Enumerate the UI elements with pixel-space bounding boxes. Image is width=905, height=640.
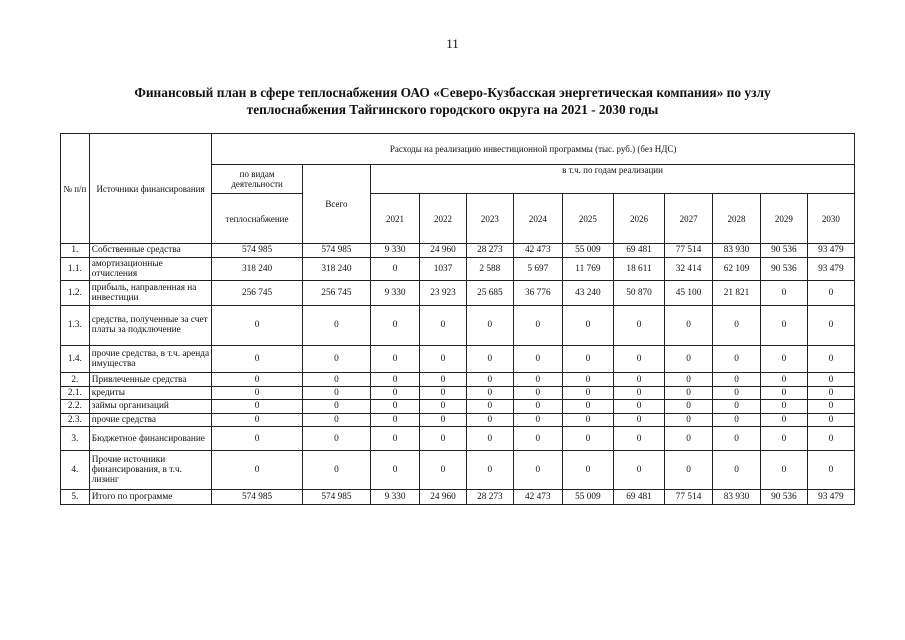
title-line-2: теплоснабжения Тайгинского городского округа на 2021 - 2030 годы (246, 102, 659, 117)
page-number: 11 (446, 36, 459, 51)
row-year-value: 0 (665, 426, 713, 451)
row-year-value: 0 (760, 386, 807, 399)
row-year-value: 0 (513, 345, 562, 373)
row-year-value: 0 (562, 305, 613, 345)
row-num: 3. (61, 426, 90, 451)
row-year-value: 0 (513, 426, 562, 451)
row-year-value: 0 (760, 373, 807, 386)
row-year-value: 18 611 (613, 257, 664, 280)
row-year-value: 32 414 (665, 257, 713, 280)
row-year-value: 21 821 (713, 281, 761, 306)
row-year-value: 93 479 (807, 257, 854, 280)
row-year-value: 24 960 (420, 244, 467, 257)
row-year-value: 0 (760, 413, 807, 426)
row-year-value: 0 (807, 305, 854, 345)
row-year-value: 0 (466, 400, 513, 413)
row-year-value: 0 (420, 451, 467, 490)
row-source: средства, полученные за счет платы за подключение (89, 305, 212, 345)
row-total: 574 985 (302, 490, 370, 505)
row-heat-supply: 0 (212, 305, 303, 345)
table-row (61, 451, 855, 490)
row-year-value: 0 (760, 281, 807, 306)
row-year-value: 0 (420, 305, 467, 345)
row-year-value: 28 273 (466, 490, 513, 505)
row-year-value: 1037 (420, 257, 467, 280)
row-total: 0 (302, 413, 370, 426)
row-year-value: 9 330 (371, 490, 420, 505)
row-year-value: 9 330 (371, 244, 420, 257)
row-year-value: 0 (613, 345, 664, 373)
row-year-value: 0 (466, 413, 513, 426)
row-heat-supply: 574 985 (212, 490, 303, 505)
row-year-value: 0 (420, 373, 467, 386)
row-year-value: 50 870 (613, 281, 664, 306)
row-year-value: 25 685 (466, 281, 513, 306)
table-row (61, 244, 855, 257)
row-heat-supply: 0 (212, 386, 303, 399)
row-year-value: 0 (665, 451, 713, 490)
title-line-1: Финансовый план в сфере теплоснабжения ОАО «Северо-Кузбасская энергетическая компания» по узлу (134, 85, 771, 100)
header-total: Всего (302, 165, 370, 244)
row-year-value: 0 (760, 426, 807, 451)
row-year-value: 83 930 (713, 490, 761, 505)
row-source: займы организаций (89, 400, 212, 413)
table-row (61, 426, 855, 451)
row-year-value: 93 479 (807, 490, 854, 505)
row-year-value: 0 (760, 305, 807, 345)
row-year-value: 0 (371, 426, 420, 451)
row-source: Итого по программе (89, 490, 212, 505)
row-year-value: 0 (613, 305, 664, 345)
row-heat-supply: 0 (212, 451, 303, 490)
table-row (61, 490, 855, 505)
row-year-value: 28 273 (466, 244, 513, 257)
header-year: 2030 (807, 194, 854, 244)
row-heat-supply: 318 240 (212, 257, 303, 280)
row-total: 574 985 (302, 244, 370, 257)
table-row (61, 305, 855, 345)
row-source: амортизационные отчисления (89, 257, 212, 280)
row-year-value: 0 (420, 426, 467, 451)
row-year-value: 90 536 (760, 490, 807, 505)
table-row (61, 400, 855, 413)
row-year-value: 0 (713, 305, 761, 345)
row-total: 318 240 (302, 257, 370, 280)
row-year-value: 0 (466, 305, 513, 345)
row-year-value: 36 776 (513, 281, 562, 306)
row-year-value: 0 (713, 345, 761, 373)
row-year-value: 0 (713, 451, 761, 490)
row-year-value: 55 009 (562, 244, 613, 257)
row-year-value: 0 (562, 386, 613, 399)
header-year: 2025 (562, 194, 613, 244)
row-year-value: 0 (371, 400, 420, 413)
row-year-value: 69 481 (613, 244, 664, 257)
row-year-value: 0 (466, 345, 513, 373)
row-heat-supply: 0 (212, 400, 303, 413)
row-num: 2.2. (61, 400, 90, 413)
row-year-value: 0 (807, 345, 854, 373)
row-heat-supply: 0 (212, 373, 303, 386)
row-num: 5. (61, 490, 90, 505)
row-year-value: 0 (807, 413, 854, 426)
row-year-value: 55 009 (562, 490, 613, 505)
row-year-value: 0 (420, 345, 467, 373)
row-year-value: 0 (713, 373, 761, 386)
row-total: 0 (302, 451, 370, 490)
row-year-value: 0 (613, 386, 664, 399)
header-year: 2027 (665, 194, 713, 244)
row-year-value: 0 (371, 451, 420, 490)
row-year-value: 0 (760, 400, 807, 413)
row-year-value: 42 473 (513, 244, 562, 257)
header-expenses: Расходы на реализацию инвестиционной программы (тыс. руб.) (без НДС) (212, 134, 855, 165)
row-heat-supply: 0 (212, 345, 303, 373)
row-num: 1.1. (61, 257, 90, 280)
row-year-value: 90 536 (760, 244, 807, 257)
row-source: Прочие источники финансирования, в т.ч. лизинг (89, 451, 212, 490)
row-source: Привлеченные средства (89, 373, 212, 386)
row-year-value: 0 (562, 345, 613, 373)
row-year-value: 42 473 (513, 490, 562, 505)
row-total: 256 745 (302, 281, 370, 306)
row-year-value: 0 (760, 451, 807, 490)
row-year-value: 0 (665, 345, 713, 373)
row-num: 1.4. (61, 345, 90, 373)
row-year-value: 0 (420, 413, 467, 426)
row-year-value: 0 (807, 373, 854, 386)
table-row (61, 373, 855, 386)
header-heat-supply: теплоснабжение (212, 194, 303, 244)
row-source: Собственные средства (89, 244, 212, 257)
row-year-value: 0 (466, 386, 513, 399)
row-year-value: 0 (713, 400, 761, 413)
header-year: 2023 (466, 194, 513, 244)
row-total: 0 (302, 373, 370, 386)
row-year-value: 0 (713, 413, 761, 426)
header-source: Источники финансирования (89, 134, 212, 244)
header-year: 2022 (420, 194, 467, 244)
table-row (61, 345, 855, 373)
header-year: 2024 (513, 194, 562, 244)
row-year-value: 0 (807, 281, 854, 306)
row-year-value: 0 (613, 426, 664, 451)
row-source: кредиты (89, 386, 212, 399)
row-year-value: 0 (713, 426, 761, 451)
header-year: 2021 (371, 194, 420, 244)
row-year-value: 0 (613, 413, 664, 426)
row-num: 2. (61, 373, 90, 386)
row-year-value: 0 (371, 373, 420, 386)
row-year-value: 83 930 (713, 244, 761, 257)
row-year-value: 69 481 (613, 490, 664, 505)
row-num: 2.1. (61, 386, 90, 399)
header-year: 2026 (613, 194, 664, 244)
row-year-value: 23 923 (420, 281, 467, 306)
row-year-value: 0 (665, 373, 713, 386)
row-year-value: 0 (513, 451, 562, 490)
row-source: Бюджетное финансирование (89, 426, 212, 451)
row-year-value: 0 (466, 426, 513, 451)
row-year-value: 0 (371, 305, 420, 345)
row-year-value: 0 (613, 451, 664, 490)
row-year-value: 0 (613, 400, 664, 413)
row-total: 0 (302, 305, 370, 345)
row-year-value: 11 769 (562, 257, 613, 280)
row-total: 0 (302, 426, 370, 451)
row-year-value: 0 (760, 345, 807, 373)
row-num: 1.3. (61, 305, 90, 345)
row-year-value: 0 (665, 413, 713, 426)
row-year-value: 24 960 (420, 490, 467, 505)
header-by-activity: по видам деятельности (212, 165, 303, 194)
row-heat-supply: 574 985 (212, 244, 303, 257)
row-source: прибыль, направленная на инвестиции (89, 281, 212, 306)
table-row (61, 413, 855, 426)
row-year-value: 5 697 (513, 257, 562, 280)
row-year-value: 0 (807, 386, 854, 399)
row-year-value: 0 (807, 400, 854, 413)
row-num: 1.2. (61, 281, 90, 306)
row-year-value: 43 240 (562, 281, 613, 306)
row-year-value: 0 (562, 413, 613, 426)
row-heat-supply: 0 (212, 413, 303, 426)
row-year-value: 0 (665, 400, 713, 413)
row-year-value: 0 (713, 386, 761, 399)
row-year-value: 0 (513, 305, 562, 345)
row-year-value: 0 (420, 386, 467, 399)
row-year-value: 77 514 (665, 490, 713, 505)
row-num: 2.3. (61, 413, 90, 426)
row-year-value: 0 (807, 426, 854, 451)
row-year-value: 0 (562, 426, 613, 451)
row-year-value: 90 536 (760, 257, 807, 280)
row-year-value: 0 (420, 400, 467, 413)
document-title (60, 84, 845, 118)
row-year-value: 0 (371, 413, 420, 426)
table-row (61, 281, 855, 306)
row-year-value: 62 109 (713, 257, 761, 280)
header-by-year: в т.ч. по годам реализации (371, 165, 855, 194)
row-year-value: 0 (562, 451, 613, 490)
row-year-value: 2 588 (466, 257, 513, 280)
row-year-value: 0 (665, 386, 713, 399)
row-year-value: 93 479 (807, 244, 854, 257)
row-total: 0 (302, 400, 370, 413)
financial-plan-table (60, 133, 855, 505)
table-row (61, 257, 855, 280)
row-year-value: 0 (371, 257, 420, 280)
row-year-value: 0 (513, 400, 562, 413)
row-num: 4. (61, 451, 90, 490)
row-year-value: 0 (613, 373, 664, 386)
row-source: прочие средства, в т.ч. аренда имущества (89, 345, 212, 373)
row-num: 1. (61, 244, 90, 257)
row-year-value: 45 100 (665, 281, 713, 306)
row-total: 0 (302, 386, 370, 399)
row-year-value: 0 (562, 400, 613, 413)
row-year-value: 0 (513, 413, 562, 426)
row-year-value: 0 (562, 373, 613, 386)
row-heat-supply: 256 745 (212, 281, 303, 306)
table-row (61, 386, 855, 399)
header-year: 2029 (760, 194, 807, 244)
row-year-value: 0 (513, 373, 562, 386)
row-heat-supply: 0 (212, 426, 303, 451)
row-year-value: 0 (513, 386, 562, 399)
row-source: прочие средства (89, 413, 212, 426)
header-num: № п/п (61, 134, 90, 244)
row-year-value: 0 (466, 373, 513, 386)
row-year-value: 9 330 (371, 281, 420, 306)
row-year-value: 0 (371, 386, 420, 399)
row-total: 0 (302, 345, 370, 373)
header-year: 2028 (713, 194, 761, 244)
row-year-value: 0 (665, 305, 713, 345)
row-year-value: 77 514 (665, 244, 713, 257)
row-year-value: 0 (466, 451, 513, 490)
financial-plan-table-container (60, 133, 855, 505)
row-year-value: 0 (807, 451, 854, 490)
row-year-value: 0 (371, 345, 420, 373)
